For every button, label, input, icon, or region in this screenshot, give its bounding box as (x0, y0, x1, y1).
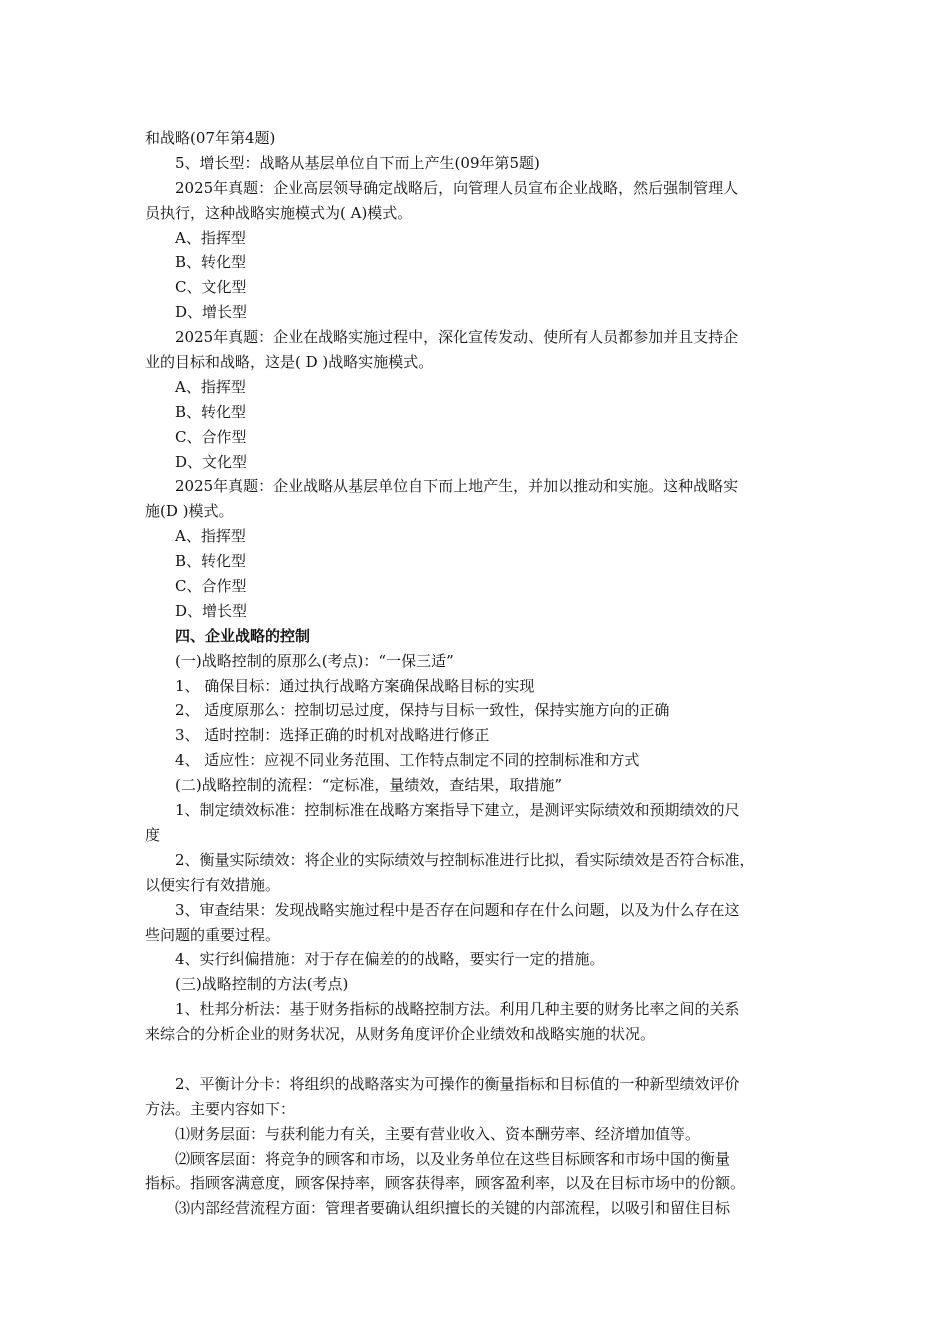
text-line: 施(D )模式。 (145, 502, 234, 521)
text-line: 5、增长型：战略从基层单位自下而上产生(09年第5题) (175, 153, 540, 172)
text-line: A、指挥型 (175, 527, 246, 546)
text-line: C、文化型 (175, 278, 247, 297)
section-heading: 四、企业战略的控制 (175, 626, 311, 645)
text-line: ⑴财务层面：与获利能力有关，主要有营业收入、资本酬劳率、经济增加值等。 (175, 1124, 701, 1143)
text-line: D、增长型 (175, 601, 248, 620)
text-line: B、转化型 (175, 253, 247, 272)
text-line: 指标。指顾客满意度，顾客保持率，顾客获得率，顾客盈利率，以及在目标市场中的份额。 (145, 1174, 746, 1193)
text-line: 以便实行有效措施。 (145, 875, 281, 894)
text-line: 3、审查结果：发现战略实施过程中是否存在问题和存在什么问题，以及为什么存在这 (175, 900, 740, 919)
text-line: B、转化型 (175, 402, 247, 421)
text-line: 和战略(07年第4题) (145, 129, 276, 147)
text-line: A、指挥型 (175, 228, 246, 247)
text-line: B、转化型 (175, 552, 247, 571)
document-body (145, 126, 813, 1221)
text-line: 1、制定绩效标准：控制标准在战略方案指导下建立，是测评实际绩效和预期绩效的尺 (175, 801, 740, 820)
text-line: 1、杜邦分析法：基于财务指标的战略控制方法。利用几种主要的财务比率之间的关系 (175, 1000, 740, 1019)
text-line: 2025年真题：企业战略从基层单位自下而上地产生，并加以推动和实施。这种战略实 (175, 477, 739, 496)
text-line: (三)战略控制的方法(考点) (175, 975, 349, 994)
text-line: 2025年真题：企业在战略实施过程中，深化宣传发动、使所有人员都参加并且支持企 (175, 328, 739, 347)
text-line: C、合作型 (175, 577, 247, 596)
text-line: 员执行，这种战略实施模式为( A)模式。 (145, 203, 413, 222)
text-line: D、增长型 (175, 303, 248, 322)
text-line: 些问题的重要过程。 (145, 925, 281, 944)
text-line: 4、 适应性：应视不同业务范围、工作特点制定不同的控制标准和方式 (175, 751, 640, 770)
text-line: ⑶内部经营流程方面：管理者要确认组织擅长的关键的内部流程，以吸引和留住目标 (175, 1199, 731, 1218)
text-line: 3、 适时控制：选择正确的时机对战略进行修正 (175, 726, 490, 745)
text-line: 2、 适度原那么：控制切忌过度，保持与目标一致性，保持实施方向的正确 (175, 701, 670, 720)
text-line: 来综合的分析企业的财务状况，从财务角度评价企业绩效和战略实施的状况。 (145, 1025, 656, 1044)
text-line: 度 (145, 825, 161, 844)
blank-line (145, 1047, 813, 1072)
text-line: C、合作型 (175, 427, 247, 446)
text-line: 2、衡量实际绩效：将企业的实际绩效与控制标准进行比拟，看实际绩效是否符合标准， (175, 850, 755, 869)
text-line: D、文化型 (175, 452, 248, 471)
text-line: 2025年真题：企业高层领导确定战略后，向管理人员宣布企业战略，然后强制管理人 (175, 178, 739, 197)
text-line: 2、平衡计分卡：将组织的战略落实为可操作的衡量指标和目标值的一种新型绩效评价 (175, 1074, 740, 1093)
text-line: ⑵顾客层面：将竞争的顾客和市场，以及业务单位在这些目标顾客和市场中国的衡量 (175, 1149, 731, 1168)
text-line: A、指挥型 (175, 377, 246, 396)
text-line: 4、实行纠偏措施：对于存在偏差的的战略，要实行一定的措施。 (175, 950, 605, 969)
text-line: 方法。主要内容如下： (145, 1099, 296, 1118)
text-line: (一)战略控制的原那么(考点)：“一保三适” (175, 651, 454, 670)
text-line: 1、 确保目标：通过执行战略方案确保战略目标的实现 (175, 676, 535, 695)
text-line: (二)战略控制的流程：“定标准，量绩效，查结果，取措施” (175, 776, 563, 795)
text-line: 业的目标和战略，这是( D )战略实施模式。 (145, 353, 434, 372)
